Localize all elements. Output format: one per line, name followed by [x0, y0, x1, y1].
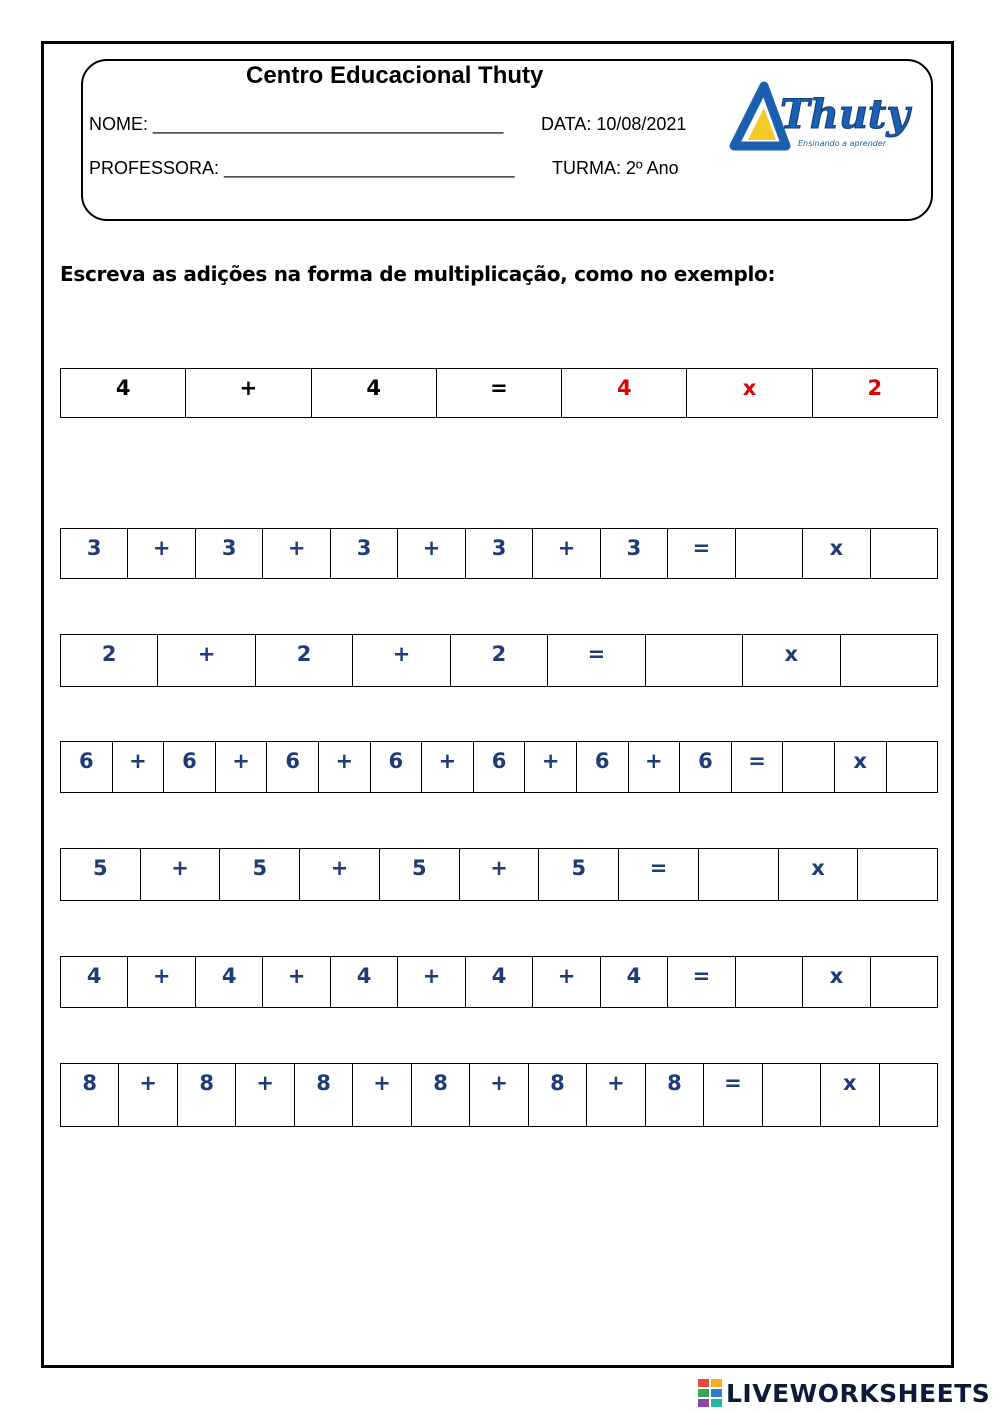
plus-sign: +: [533, 957, 600, 1007]
answer-blank[interactable]: [783, 742, 835, 792]
plus-sign: +: [128, 957, 195, 1007]
times-sign: x: [803, 529, 870, 578]
example-equation-row: [60, 368, 938, 418]
number-cell: 2: [61, 635, 158, 686]
number-cell: 6: [267, 742, 319, 792]
plus-sign: +: [533, 529, 600, 578]
number-cell: 5: [220, 849, 300, 900]
plus-sign: +: [128, 529, 195, 578]
number-cell: 3: [331, 529, 398, 578]
exercise-row-4: [60, 848, 938, 901]
logo-tagline: Ensinando a aprender: [798, 139, 887, 148]
liveworksheets-logo: [698, 1378, 990, 1408]
liveworksheets-icon: [698, 1379, 722, 1407]
exercise-row-2: [60, 634, 938, 687]
times-sign: x: [743, 635, 840, 686]
exercise-row-1: [60, 528, 938, 579]
times-sign: x: [835, 742, 887, 792]
number-cell: 8: [529, 1064, 587, 1126]
plus-sign: +: [263, 529, 330, 578]
plus-sign: +: [398, 957, 465, 1007]
number-cell: 5: [539, 849, 619, 900]
answer-blank[interactable]: [736, 957, 803, 1007]
number-cell: 4: [61, 369, 186, 417]
liveworksheets-wordmark: LIVEWORKSHEETS: [726, 1378, 991, 1408]
number-cell: 6: [474, 742, 526, 792]
plus-sign: +: [119, 1064, 177, 1126]
answer-blank[interactable]: [736, 529, 803, 578]
plus-sign: +: [141, 849, 221, 900]
thuty-logo: [728, 78, 920, 158]
plus-sign: +: [460, 849, 540, 900]
answer-blank[interactable]: [858, 849, 937, 900]
number-cell: 5: [380, 849, 460, 900]
exercise-row-5: [60, 956, 938, 1008]
equals-sign: =: [548, 635, 645, 686]
number-cell: 4: [601, 957, 668, 1007]
times-sign: x: [687, 369, 812, 417]
class-label: TURMA: 2º Ano: [552, 158, 679, 178]
number-cell: 6: [680, 742, 732, 792]
number-cell: 6: [164, 742, 216, 792]
times-sign: x: [779, 849, 859, 900]
equals-sign: =: [668, 529, 735, 578]
plus-sign: +: [236, 1064, 294, 1126]
answer-blank[interactable]: [763, 1064, 821, 1126]
times-sign: x: [803, 957, 870, 1007]
plus-sign: +: [319, 742, 371, 792]
equals-sign: =: [619, 849, 699, 900]
number-cell: 3: [466, 529, 533, 578]
date-label: DATA: 10/08/2021: [541, 114, 687, 134]
number-cell: 4: [312, 369, 437, 417]
plus-sign: +: [263, 957, 330, 1007]
equals-sign: =: [668, 957, 735, 1007]
number-cell: 8: [178, 1064, 236, 1126]
plus-sign: +: [113, 742, 165, 792]
number-cell: 5: [61, 849, 141, 900]
logo-wordmark: Thuty: [780, 91, 910, 138]
number-cell: 6: [577, 742, 629, 792]
number-cell: 4: [61, 957, 128, 1007]
exercise-row-6: [60, 1063, 938, 1127]
teacher-field[interactable]: PROFESSORA: _____________________________: [89, 158, 515, 178]
answer-blank[interactable]: [699, 849, 779, 900]
answer-blank[interactable]: [841, 635, 937, 686]
plus-sign: +: [525, 742, 577, 792]
number-cell: 4: [196, 957, 263, 1007]
school-name: Centro Educacional Thuty: [246, 62, 544, 89]
page-border: [41, 41, 954, 1368]
number-cell: 8: [61, 1064, 119, 1126]
plus-sign: +: [422, 742, 474, 792]
answer-blank[interactable]: [646, 635, 743, 686]
plus-sign: +: [353, 1064, 411, 1126]
plus-sign: +: [587, 1064, 645, 1126]
number-cell: 3: [61, 529, 128, 578]
plus-sign: +: [353, 635, 450, 686]
equals-sign: =: [437, 369, 562, 417]
answer-blank[interactable]: [871, 529, 937, 578]
number-cell: 3: [601, 529, 668, 578]
instruction-text: Escreva as adições na forma de multiplicação, como no exemplo:: [60, 262, 776, 286]
number-cell: 4: [331, 957, 398, 1007]
exercise-row-3: [60, 741, 938, 793]
number-cell: 2: [867, 376, 883, 400]
equals-sign: =: [704, 1064, 762, 1126]
number-cell: 2: [451, 635, 548, 686]
number-cell: 6: [61, 742, 113, 792]
name-field[interactable]: NOME: ___________________________________: [89, 114, 504, 134]
plus-sign: +: [470, 1064, 528, 1126]
plus-sign: +: [398, 529, 465, 578]
plus-sign: +: [216, 742, 268, 792]
number-cell: 3: [196, 529, 263, 578]
answer-blank[interactable]: [871, 957, 937, 1007]
number-cell: 4: [562, 369, 687, 417]
number-cell: 8: [646, 1064, 704, 1126]
number-cell: 8: [295, 1064, 353, 1126]
number-cell: 4: [466, 957, 533, 1007]
number-cell: 6: [371, 742, 423, 792]
plus-sign: +: [158, 635, 255, 686]
answer-blank[interactable]: [887, 742, 938, 792]
equals-sign: =: [732, 742, 784, 792]
plus-sign: +: [186, 369, 311, 417]
number-cell: 8: [412, 1064, 470, 1126]
answer-blank[interactable]: [880, 1064, 937, 1126]
plus-sign: +: [300, 849, 380, 900]
number-cell: 2: [256, 635, 353, 686]
times-sign: x: [821, 1064, 879, 1126]
plus-sign: +: [629, 742, 681, 792]
